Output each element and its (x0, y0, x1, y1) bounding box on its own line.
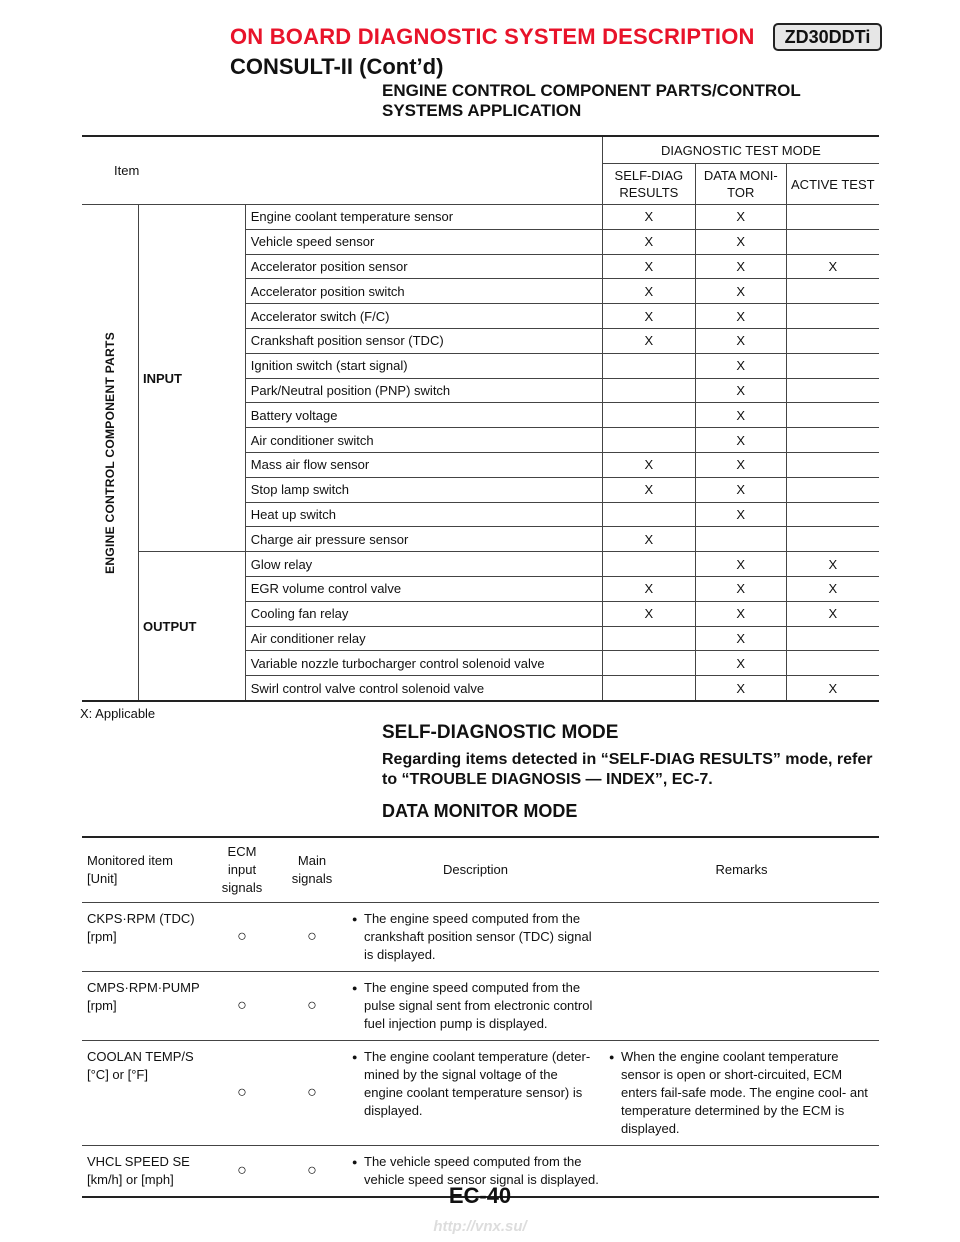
component-row (82, 552, 879, 577)
active-test-mark (786, 428, 879, 453)
data-monitor-mark: X (695, 452, 786, 477)
active-test-mark (786, 304, 879, 329)
data-monitor-mark: X (695, 502, 786, 527)
monitored-item-unit: [rpm] (87, 929, 117, 944)
page-subtitle: CONSULT-II (Cont’d) (230, 54, 444, 79)
data-monitor-mark: X (695, 378, 786, 403)
active-test-mark: X (786, 576, 879, 601)
ecm-input-circle: ○ (207, 1146, 277, 1198)
item-header: Item (114, 163, 140, 178)
page-header-title: ON BOARD DIAGNOSTIC SYSTEM DESCRIPTION (230, 24, 755, 49)
self-diag-mark: X (602, 328, 695, 353)
remarks-cell (604, 903, 879, 972)
component-name: Heat up switch (245, 502, 602, 527)
component-name: Accelerator switch (F/C) (245, 304, 602, 329)
data-monitor-mark: X (695, 304, 786, 329)
data-monitor-mark (695, 527, 786, 552)
component-name: Vehicle speed sensor (245, 229, 602, 254)
data-monitor-mark: X (695, 279, 786, 304)
monitored-item-name: CMPS·RPM·PUMP (87, 980, 200, 995)
component-name: Air conditioner relay (245, 626, 602, 651)
bullet-icon: ● (352, 1052, 358, 1062)
data-monitor-mark: X (695, 477, 786, 502)
active-test-mark (786, 205, 879, 230)
self-diag-mark: X (602, 477, 695, 502)
component-name: Charge air pressure sensor (245, 527, 602, 552)
diagnostic-test-mode-header: DIAGNOSTIC TEST MODE (660, 142, 821, 158)
remarks-text: When the engine coolant temperature sensor is open or short-circuited, ECM enters fail-safe mode. The engine cool- ant temperature determined by the ECM is displayed. (621, 1049, 868, 1136)
model-badge: ZD30DDTi (773, 23, 882, 51)
active-test-mark (786, 378, 879, 403)
component-name: Ignition switch (start signal) (245, 353, 602, 378)
active-test-mark: X (786, 676, 879, 701)
active-test-mark (786, 502, 879, 527)
component-name: Stop lamp switch (245, 477, 602, 502)
application-table (82, 135, 879, 702)
description-bullet-item (352, 1048, 599, 1120)
component-row (82, 205, 879, 230)
active-test-mark (786, 229, 879, 254)
self-diag-mark: X (602, 527, 695, 552)
ecm-input-circle: ○ (207, 903, 277, 972)
main-signal-circle: ○ (277, 972, 347, 1041)
description-text: The engine speed computed from the crankshaft position sensor (TDC) signal is displayed. (364, 911, 592, 962)
section-title-line1: ENGINE CONTROL COMPONENT PARTS/CONTROL (382, 81, 801, 100)
monitored-item-cell (82, 903, 207, 972)
description-text: The engine speed computed from the pulse signal sent from electronic control fuel injection pump is displayed. (364, 980, 593, 1031)
active-test-mark: X (786, 552, 879, 577)
component-name: Variable nozzle turbocharger control solenoid valve (245, 651, 602, 676)
monitored-item-header (82, 837, 207, 903)
ecm-input-header: ECM input signals (207, 837, 277, 903)
output-group-label: OUTPUT (139, 552, 246, 701)
active-test-mark (786, 527, 879, 552)
self-diag-mark: X (602, 279, 695, 304)
description-text: The vehicle speed computed from the vehicle speed sensor signal is displayed. (364, 1154, 599, 1187)
data-monitor-header: DATA MONI- TOR (703, 168, 778, 200)
active-test-mark: X (786, 601, 879, 626)
section-title-line2: SYSTEMS APPLICATION (382, 101, 582, 120)
component-name: Mass air flow sensor (245, 452, 602, 477)
self-diag-mark (602, 403, 695, 428)
bullet-icon: ● (352, 1157, 358, 1167)
description-cell (347, 972, 604, 1041)
active-test-mark (786, 403, 879, 428)
self-diag-mark (602, 502, 695, 527)
active-test-mark (786, 353, 879, 378)
description-bullet-item (352, 910, 599, 964)
active-test-mark (786, 477, 879, 502)
bullet-icon: ● (352, 914, 358, 924)
monitored-item-cell (82, 1041, 207, 1146)
main-signals-header: Main signals (277, 837, 347, 903)
monitored-item-header-line1: Monitored item (87, 853, 173, 868)
data-monitor-mark: X (695, 428, 786, 453)
ecm-input-circle: ○ (207, 972, 277, 1041)
data-monitor-mark: X (695, 229, 786, 254)
monitor-row (82, 903, 879, 972)
component-name: Accelerator position sensor (245, 254, 602, 279)
input-group-label: INPUT (139, 205, 246, 552)
active-test-header: ACTIVE TEST (791, 176, 875, 192)
monitor-row (82, 1041, 879, 1146)
self-diag-mark (602, 378, 695, 403)
description-header: Description (347, 837, 604, 903)
component-name: Air conditioner switch (245, 428, 602, 453)
monitored-item-unit: [km/h] or [mph] (87, 1172, 174, 1187)
ecm-input-circle: ○ (207, 1041, 277, 1146)
self-diag-header: SELF-DIAG RESULTS (614, 168, 684, 200)
active-test-mark (786, 279, 879, 304)
active-test-mark (786, 626, 879, 651)
monitored-item-unit: [°C] or [°F] (87, 1067, 148, 1082)
data-monitor-mark: X (695, 254, 786, 279)
active-test-mark (786, 452, 879, 477)
data-monitor-mark: X (695, 576, 786, 601)
data-monitor-mode-title: DATA MONITOR MODE (382, 801, 578, 821)
data-monitor-mark: X (695, 651, 786, 676)
self-diag-mark: X (602, 205, 695, 230)
data-monitor-mark: X (695, 403, 786, 428)
remarks-cell (604, 972, 879, 1041)
active-test-mark (786, 651, 879, 676)
monitored-item-header-line2: [Unit] (87, 871, 118, 886)
self-diag-mark: X (602, 601, 695, 626)
monitor-row (82, 972, 879, 1041)
application-table-body (82, 136, 879, 701)
watermark-url: http://vnx.su/ (433, 1218, 527, 1235)
main-signal-circle: ○ (277, 903, 347, 972)
bullet-icon: ● (352, 983, 358, 993)
self-diagnostic-mode-text: Regarding items detected in “SELF-DIAG RESULTS” mode, refer to “TROUBLE DIAGNOSIS — INDEX”, EC-7. (382, 751, 873, 788)
data-monitor-mark: X (695, 626, 786, 651)
component-name: Swirl control valve control solenoid valve (245, 676, 602, 701)
data-monitor-table-body (82, 903, 879, 1198)
component-name: Accelerator position switch (245, 279, 602, 304)
description-bullet-item (352, 979, 599, 1033)
main-signal-circle: ○ (277, 1041, 347, 1146)
monitored-item-name: COOLAN TEMP/S (87, 1049, 194, 1064)
self-diag-mark (602, 676, 695, 701)
self-diag-mark: X (602, 229, 695, 254)
description-cell (347, 1041, 604, 1146)
applicable-note: X: Applicable (80, 706, 156, 721)
self-diag-mark (602, 552, 695, 577)
monitored-item-unit: [rpm] (87, 998, 117, 1013)
section-title-application (382, 81, 801, 121)
component-name: Park/Neutral position (PNP) switch (245, 378, 602, 403)
component-name: Cooling fan relay (245, 601, 602, 626)
self-diag-mark (602, 626, 695, 651)
data-monitor-mark: X (695, 601, 786, 626)
data-monitor-mark: X (695, 552, 786, 577)
description-text: The engine coolant temperature (deter- mined by the signal voltage of the engine coolant temperature sensor) is displayed. (364, 1049, 591, 1118)
remarks-cell (604, 1041, 879, 1146)
component-name: EGR volume control valve (245, 576, 602, 601)
active-test-mark: X (786, 254, 879, 279)
monitored-item-cell (82, 972, 207, 1041)
data-monitor-table (82, 836, 879, 1198)
component-name: Glow relay (245, 552, 602, 577)
remarks-bullet-item (609, 1048, 874, 1138)
data-monitor-mark: X (695, 205, 786, 230)
self-diag-mark: X (602, 576, 695, 601)
component-name: Engine coolant temperature sensor (245, 205, 602, 230)
data-monitor-mark: X (695, 328, 786, 353)
main-signal-circle: ○ (277, 1146, 347, 1198)
self-diag-mark: X (602, 304, 695, 329)
self-diagnostic-mode-title: SELF-DIAGNOSTIC MODE (382, 722, 619, 743)
data-monitor-mark: X (695, 353, 786, 378)
monitored-item-name: CKPS·RPM (TDC) (87, 911, 195, 926)
side-label-cell (82, 205, 139, 701)
component-name: Crankshaft position sensor (TDC) (245, 328, 602, 353)
self-diag-mark (602, 651, 695, 676)
self-diag-mark: X (602, 254, 695, 279)
page-number: EC-40 (448, 1183, 512, 1208)
active-test-mark (786, 328, 879, 353)
component-name: Battery voltage (245, 403, 602, 428)
data-monitor-mark: X (695, 676, 786, 701)
monitored-item-name: VHCL SPEED SE (87, 1154, 190, 1169)
bullet-icon: ● (609, 1052, 615, 1062)
self-diag-mark (602, 428, 695, 453)
self-diag-mark (602, 353, 695, 378)
side-label: ENGINE CONTROL COMPONENT PARTS (103, 331, 117, 574)
description-cell (347, 903, 604, 972)
self-diag-mark: X (602, 452, 695, 477)
remarks-header: Remarks (604, 837, 879, 903)
